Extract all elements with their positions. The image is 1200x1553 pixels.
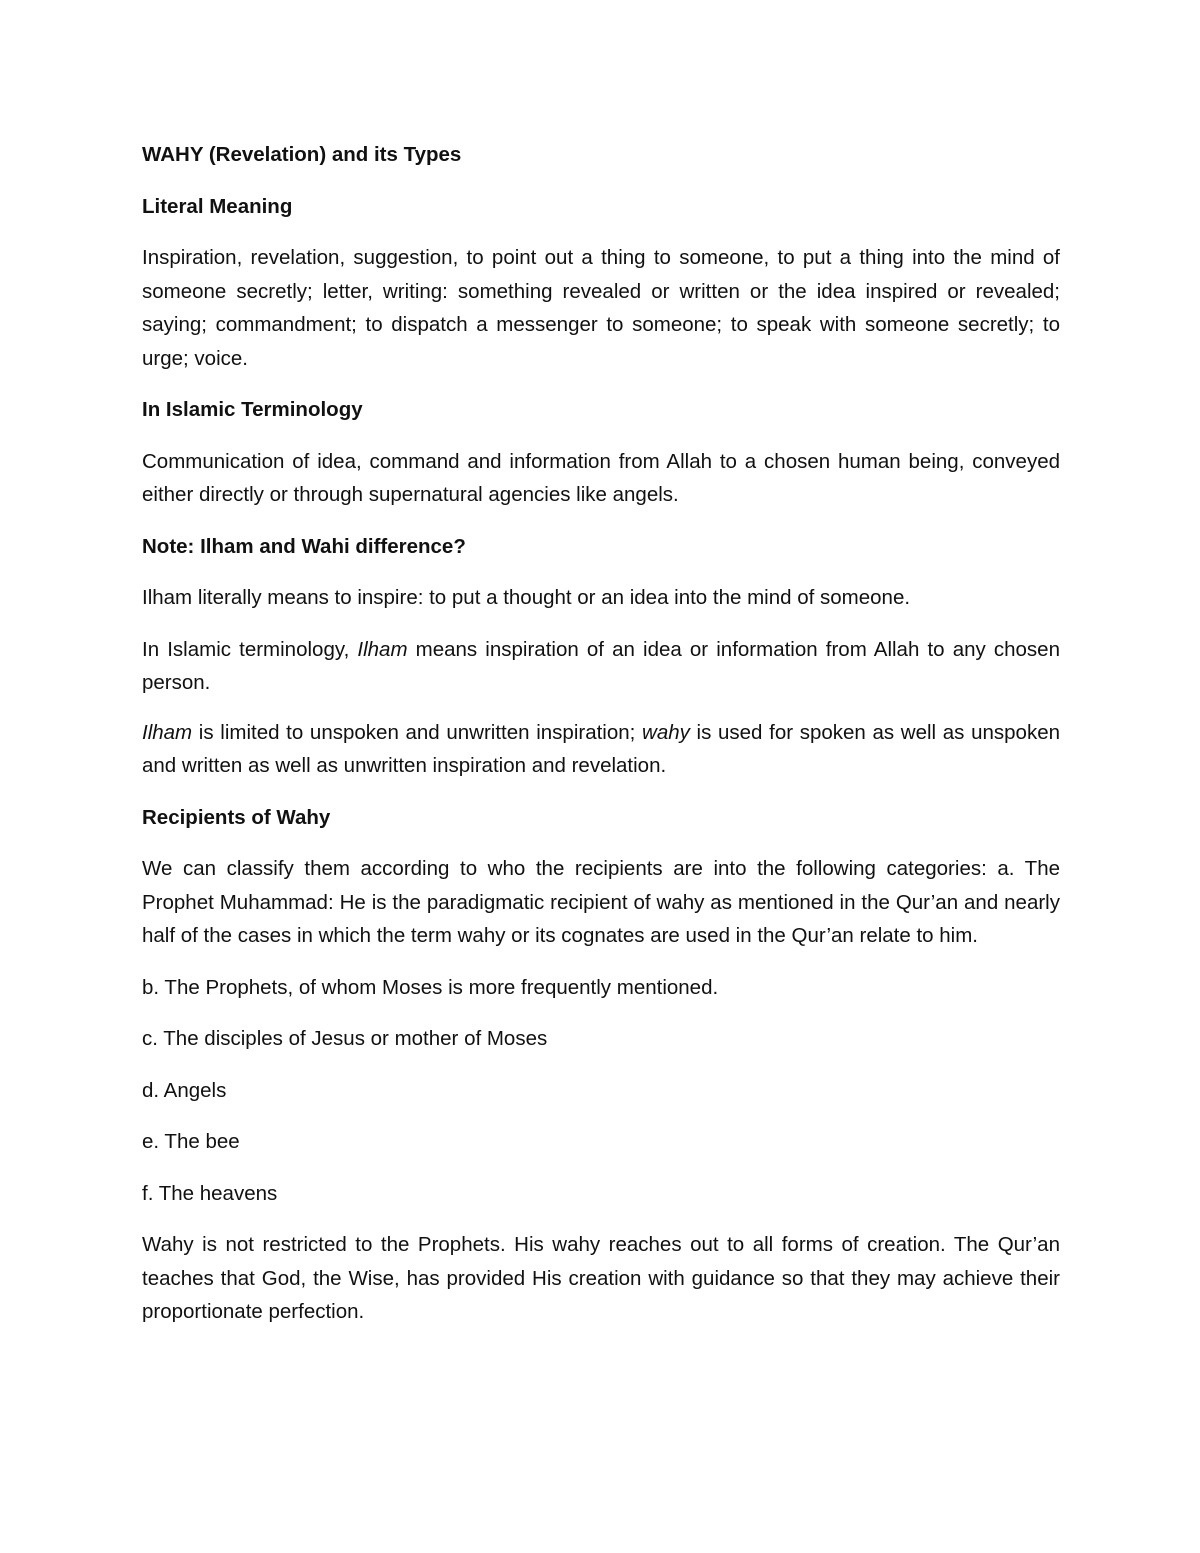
document-page (142, 138, 1060, 1329)
ilham-terminology-after: means inspiration of an idea or information from Allah to any chosen person. (142, 637, 1060, 694)
recipient-item-b: b. The Prophets, of whom Moses is more frequently mentioned. (142, 975, 719, 999)
recipient-item-e: e. The bee (142, 1130, 240, 1153)
recipients-closing: Wahy is not restricted to the Prophets. His wahy reaches out to all forms of creation. The Qur’an teaches that God, the Wise, has provided His creation with guidance so that they may achieve their proportionate perfection. (142, 1233, 1060, 1323)
recipient-item-f: f. The heavens (142, 1181, 278, 1205)
document-title: WAHY (Revelation) and its Types (142, 143, 462, 166)
wahy-term: wahy (642, 720, 690, 744)
literal-meaning-text: Inspiration, revelation, suggestion, to point out a thing to someone, to put a thing into the mind of someone secretly; letter, writing: something revealed or written or the idea inspired or revealed; saying; commandment; to dispatch a messenger to someone; to speak with someone secretly; to urge; voice. (142, 246, 1060, 370)
islamic-terminology-text: Communication of idea, command and information from Allah to a chosen human being, conveyed either directly or through supernatural agencies like angels. (142, 449, 1060, 506)
comparison-after: is used for spoken as well as unspoken and written as well as unwritten inspiration and revelation. (142, 720, 1060, 777)
ilham-wahy-comparison-text (142, 716, 1060, 783)
ilham-term-2: Ilham (142, 720, 193, 744)
ilham-terminology-before: In Islamic terminology, (142, 637, 358, 661)
recipients-intro: We can classify them according to who the recipients are into the following categories: a. The Prophet Muhammad: He is the paradigmatic recipient of wahy as mentioned in the Qur’an and nearly half of the cases in which the term wahy or its cognates are used in the Qur’an relate to him. (142, 857, 1060, 947)
recipient-item-d: d. Angels (142, 1078, 227, 1102)
note-heading: Note: Ilham and Wahi difference? (142, 534, 466, 558)
islamic-terminology-heading: In Islamic Terminology (142, 398, 363, 421)
recipients-heading: Recipients of Wahy (142, 805, 331, 829)
ilham-terminology-text (142, 633, 1060, 700)
recipient-item-c: c. The disciples of Jesus or mother of Moses (142, 1027, 548, 1050)
literal-meaning-heading: Literal Meaning (142, 194, 293, 218)
ilham-term: Ilham (357, 637, 408, 661)
ilham-literal-text: Ilham literally means to inspire: to put a thought or an idea into the mind of someone. (142, 586, 911, 609)
comparison-mid: is limited to unspoken and unwritten inspiration; (192, 720, 643, 744)
